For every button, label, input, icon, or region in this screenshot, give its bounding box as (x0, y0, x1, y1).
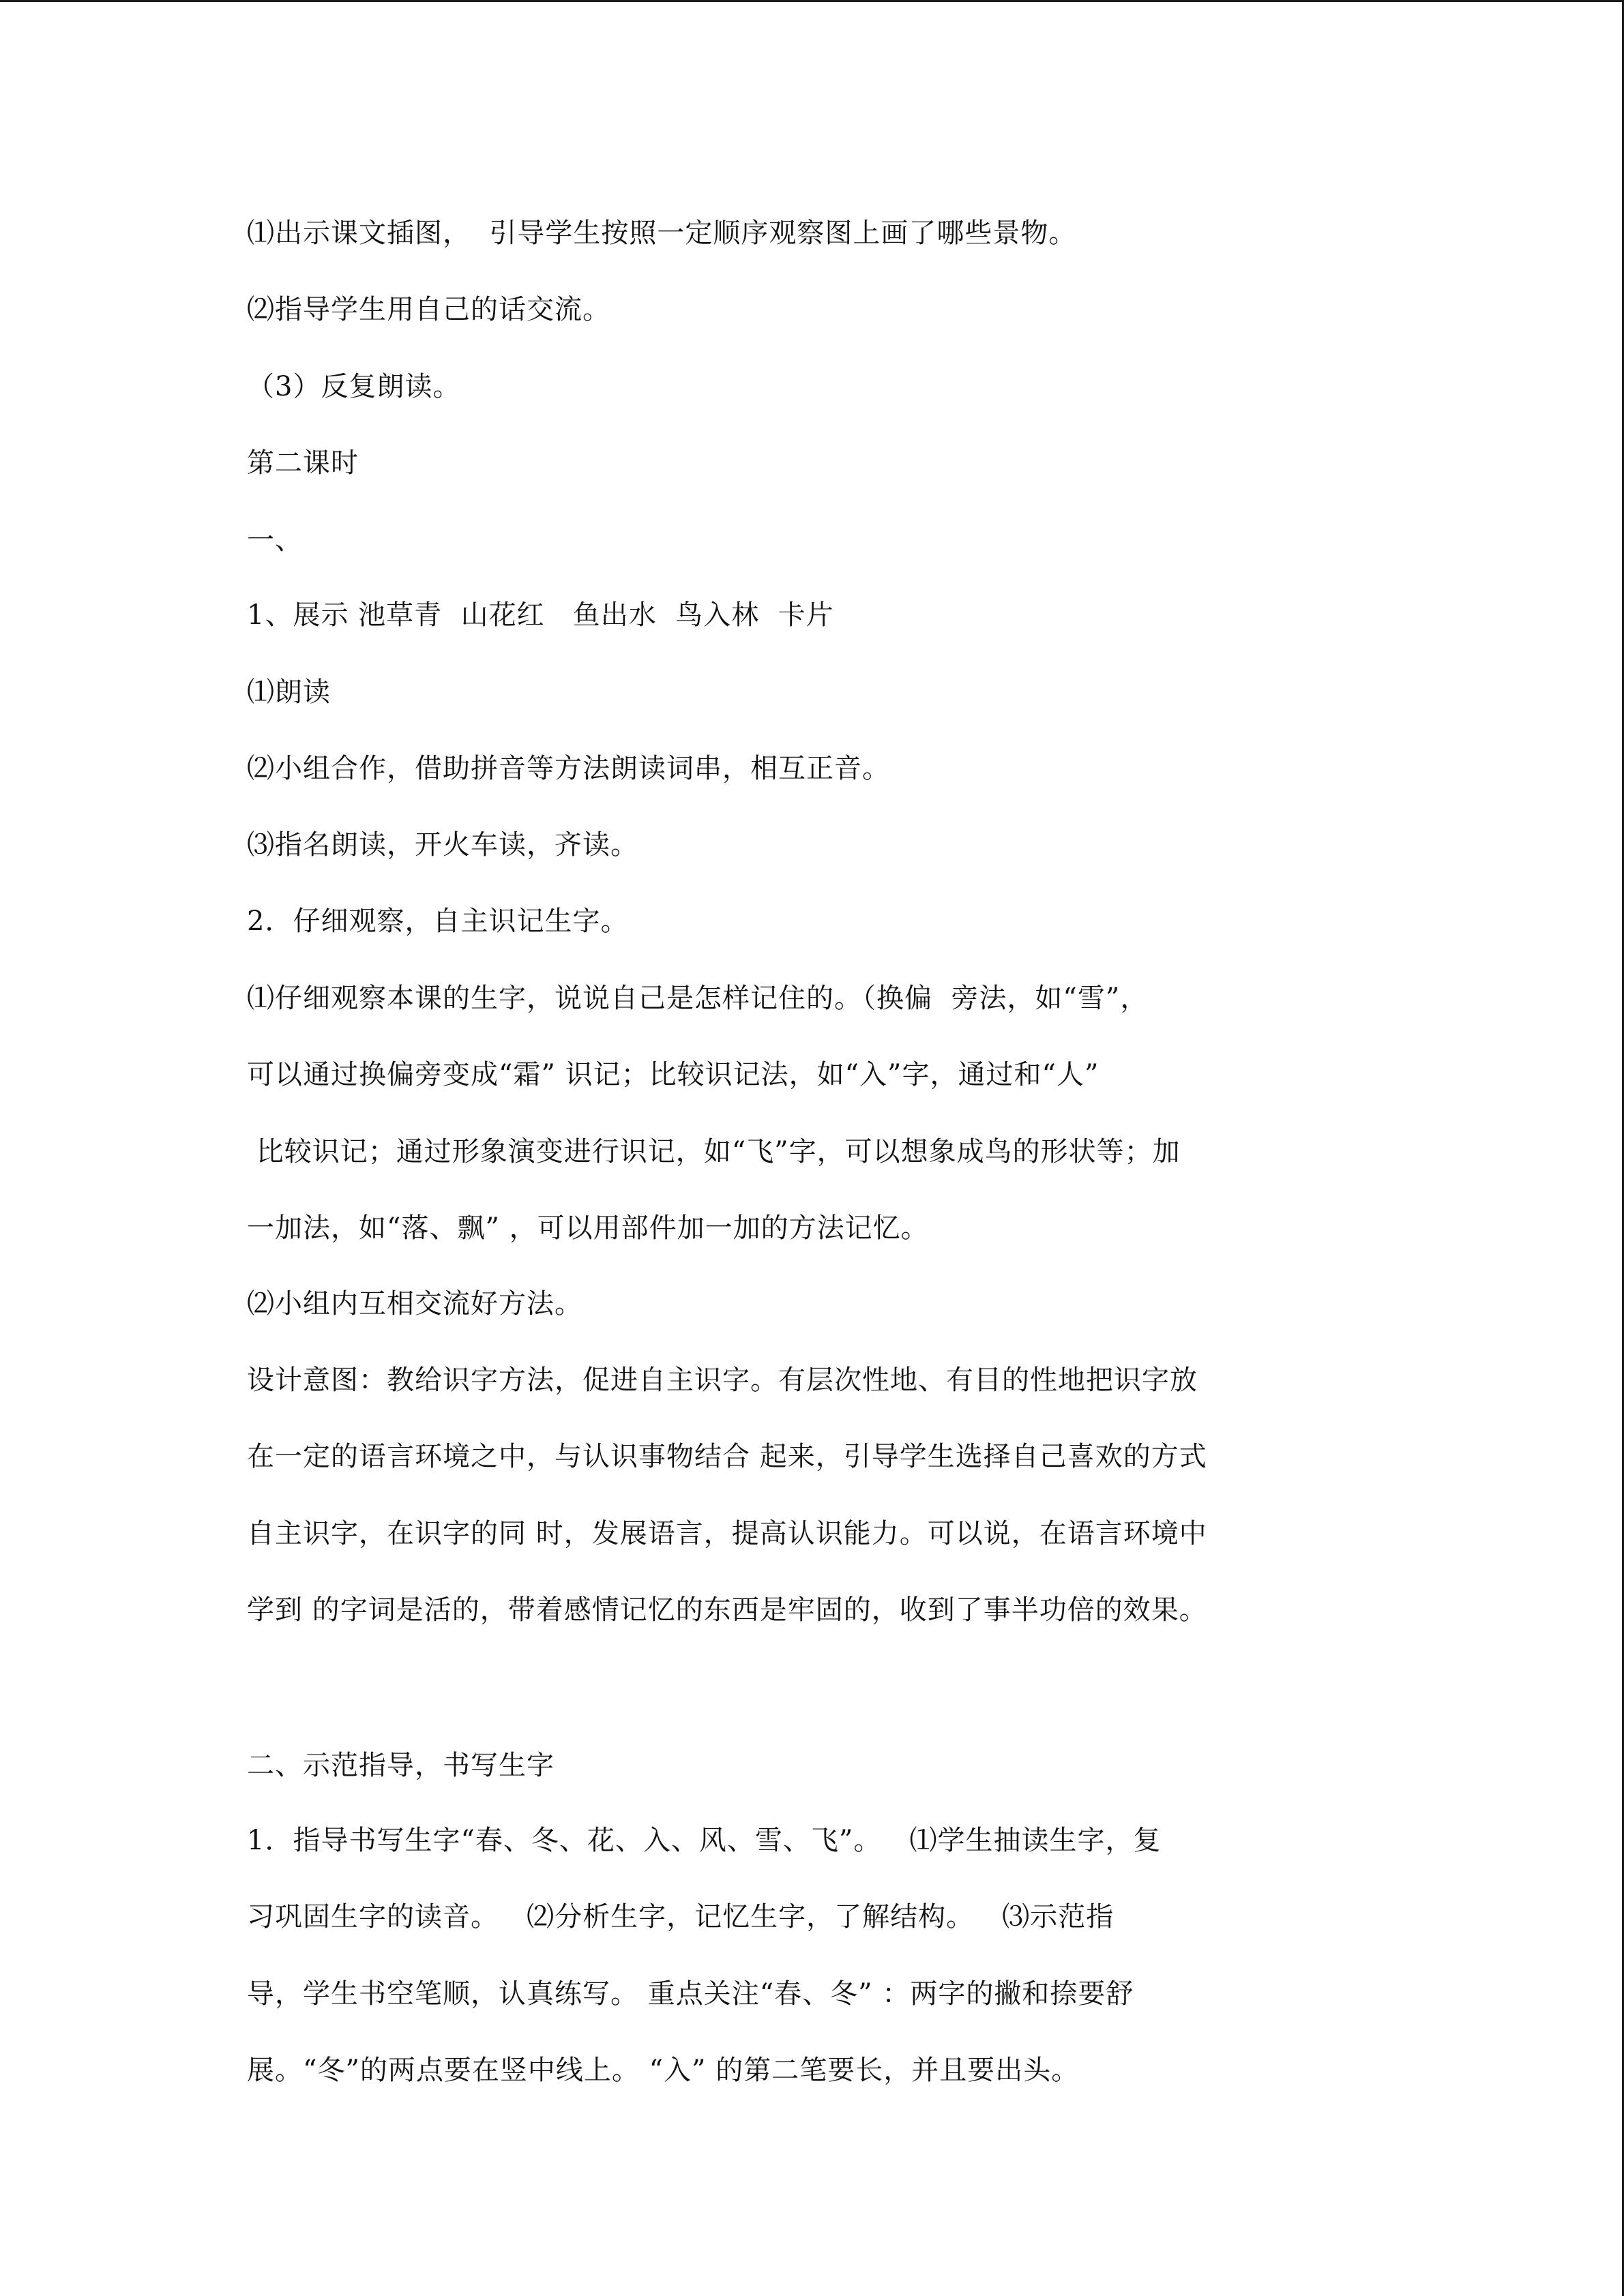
section-number-one: 一、 (247, 524, 303, 556)
paragraph-show-illustration: ⑴出示课文插图， 引导学生按照一定顺序观察图上画了哪些景物。 (247, 218, 1077, 249)
paragraph-observe-characters: 2．仔细观察，自主识记生字。 (247, 906, 629, 937)
paragraph-writing-guidance-4: 展。“冬”的两点要在竖中线上。 “入” 的第二笔要长，并且要出头。 (247, 2055, 1080, 2086)
section-heading-second-lesson: 第二课时 (247, 447, 359, 479)
paragraph-design-intent-2: 在一定的语言环境之中，与认识事物结合 起来，引导学生选择自己喜欢的方式 (247, 1441, 1207, 1472)
paragraph-named-reading: ⑶指名朗读，开火车读，齐读。 (247, 829, 638, 861)
paragraph-repeat-reading: （3）反复朗读。 (247, 371, 461, 402)
paragraph-writing-guidance-2: 习巩固生字的读音。 ⑵分析生字，记忆生字，了解结构。 ⑶示范指 (247, 1901, 1114, 1933)
paragraph-memorize-method-4: 一加法，如“落、飘” ，可以用部件加一加的方法记忆。 (247, 1212, 929, 1244)
section-heading-writing-guidance: 二、示范指导，书写生字 (247, 1750, 555, 1781)
paragraph-design-intent-1: 设计意图：教给识字方法，促进自主识字。有层次性地、有目的性地把识字放 (247, 1365, 1198, 1396)
paragraph-design-intent-4: 学到 的字词是活的，带着感情记忆的东西是牢固的，收到了事半功倍的效果。 (247, 1594, 1207, 1626)
page-top-border (0, 0, 1624, 2)
paragraph-memorize-method-3: 比较识记；通过形象演变进行识记，如“飞”字，可以想象成鸟的形状等；加 (247, 1136, 1181, 1167)
paragraph-read-aloud: ⑴朗读 (247, 676, 331, 708)
paragraph-group-exchange: ⑵小组内互相交流好方法。 (247, 1288, 582, 1320)
paragraph-student-exchange: ⑵指导学生用自己的话交流。 (247, 294, 610, 325)
paragraph-show-cards: 1、展示 池草青 山花红 鱼出水 鸟入林 卡片 (247, 599, 834, 631)
paragraph-writing-guidance-3: 导，学生书空笔顺，认真练写。 重点关注“春、冬” ：两字的撇和捺要舒 (247, 1978, 1134, 2010)
paragraph-memorize-method-2: 可以通过换偏旁变成“霜” 识记；比较识记法，如“入”字，通过和“人” (247, 1059, 1099, 1090)
paragraph-group-cooperation: ⑵小组合作，借助拼音等方法朗读词串，相互正音。 (247, 753, 890, 784)
paragraph-writing-guidance-1: 1．指导书写生字“春、冬、花、入、风、雪、飞”。 ⑴学生抽读生字，复 (247, 1825, 1162, 1856)
paragraph-memorize-method-1: ⑴仔细观察本课的生字，说说自己是怎样记住的。（换偏 旁法，如“雪”， (247, 983, 1149, 1014)
paragraph-design-intent-3: 自主识字，在识字的同 时，发展语言，提高认识能力。可以说，在语言环境中 (247, 1518, 1207, 1549)
